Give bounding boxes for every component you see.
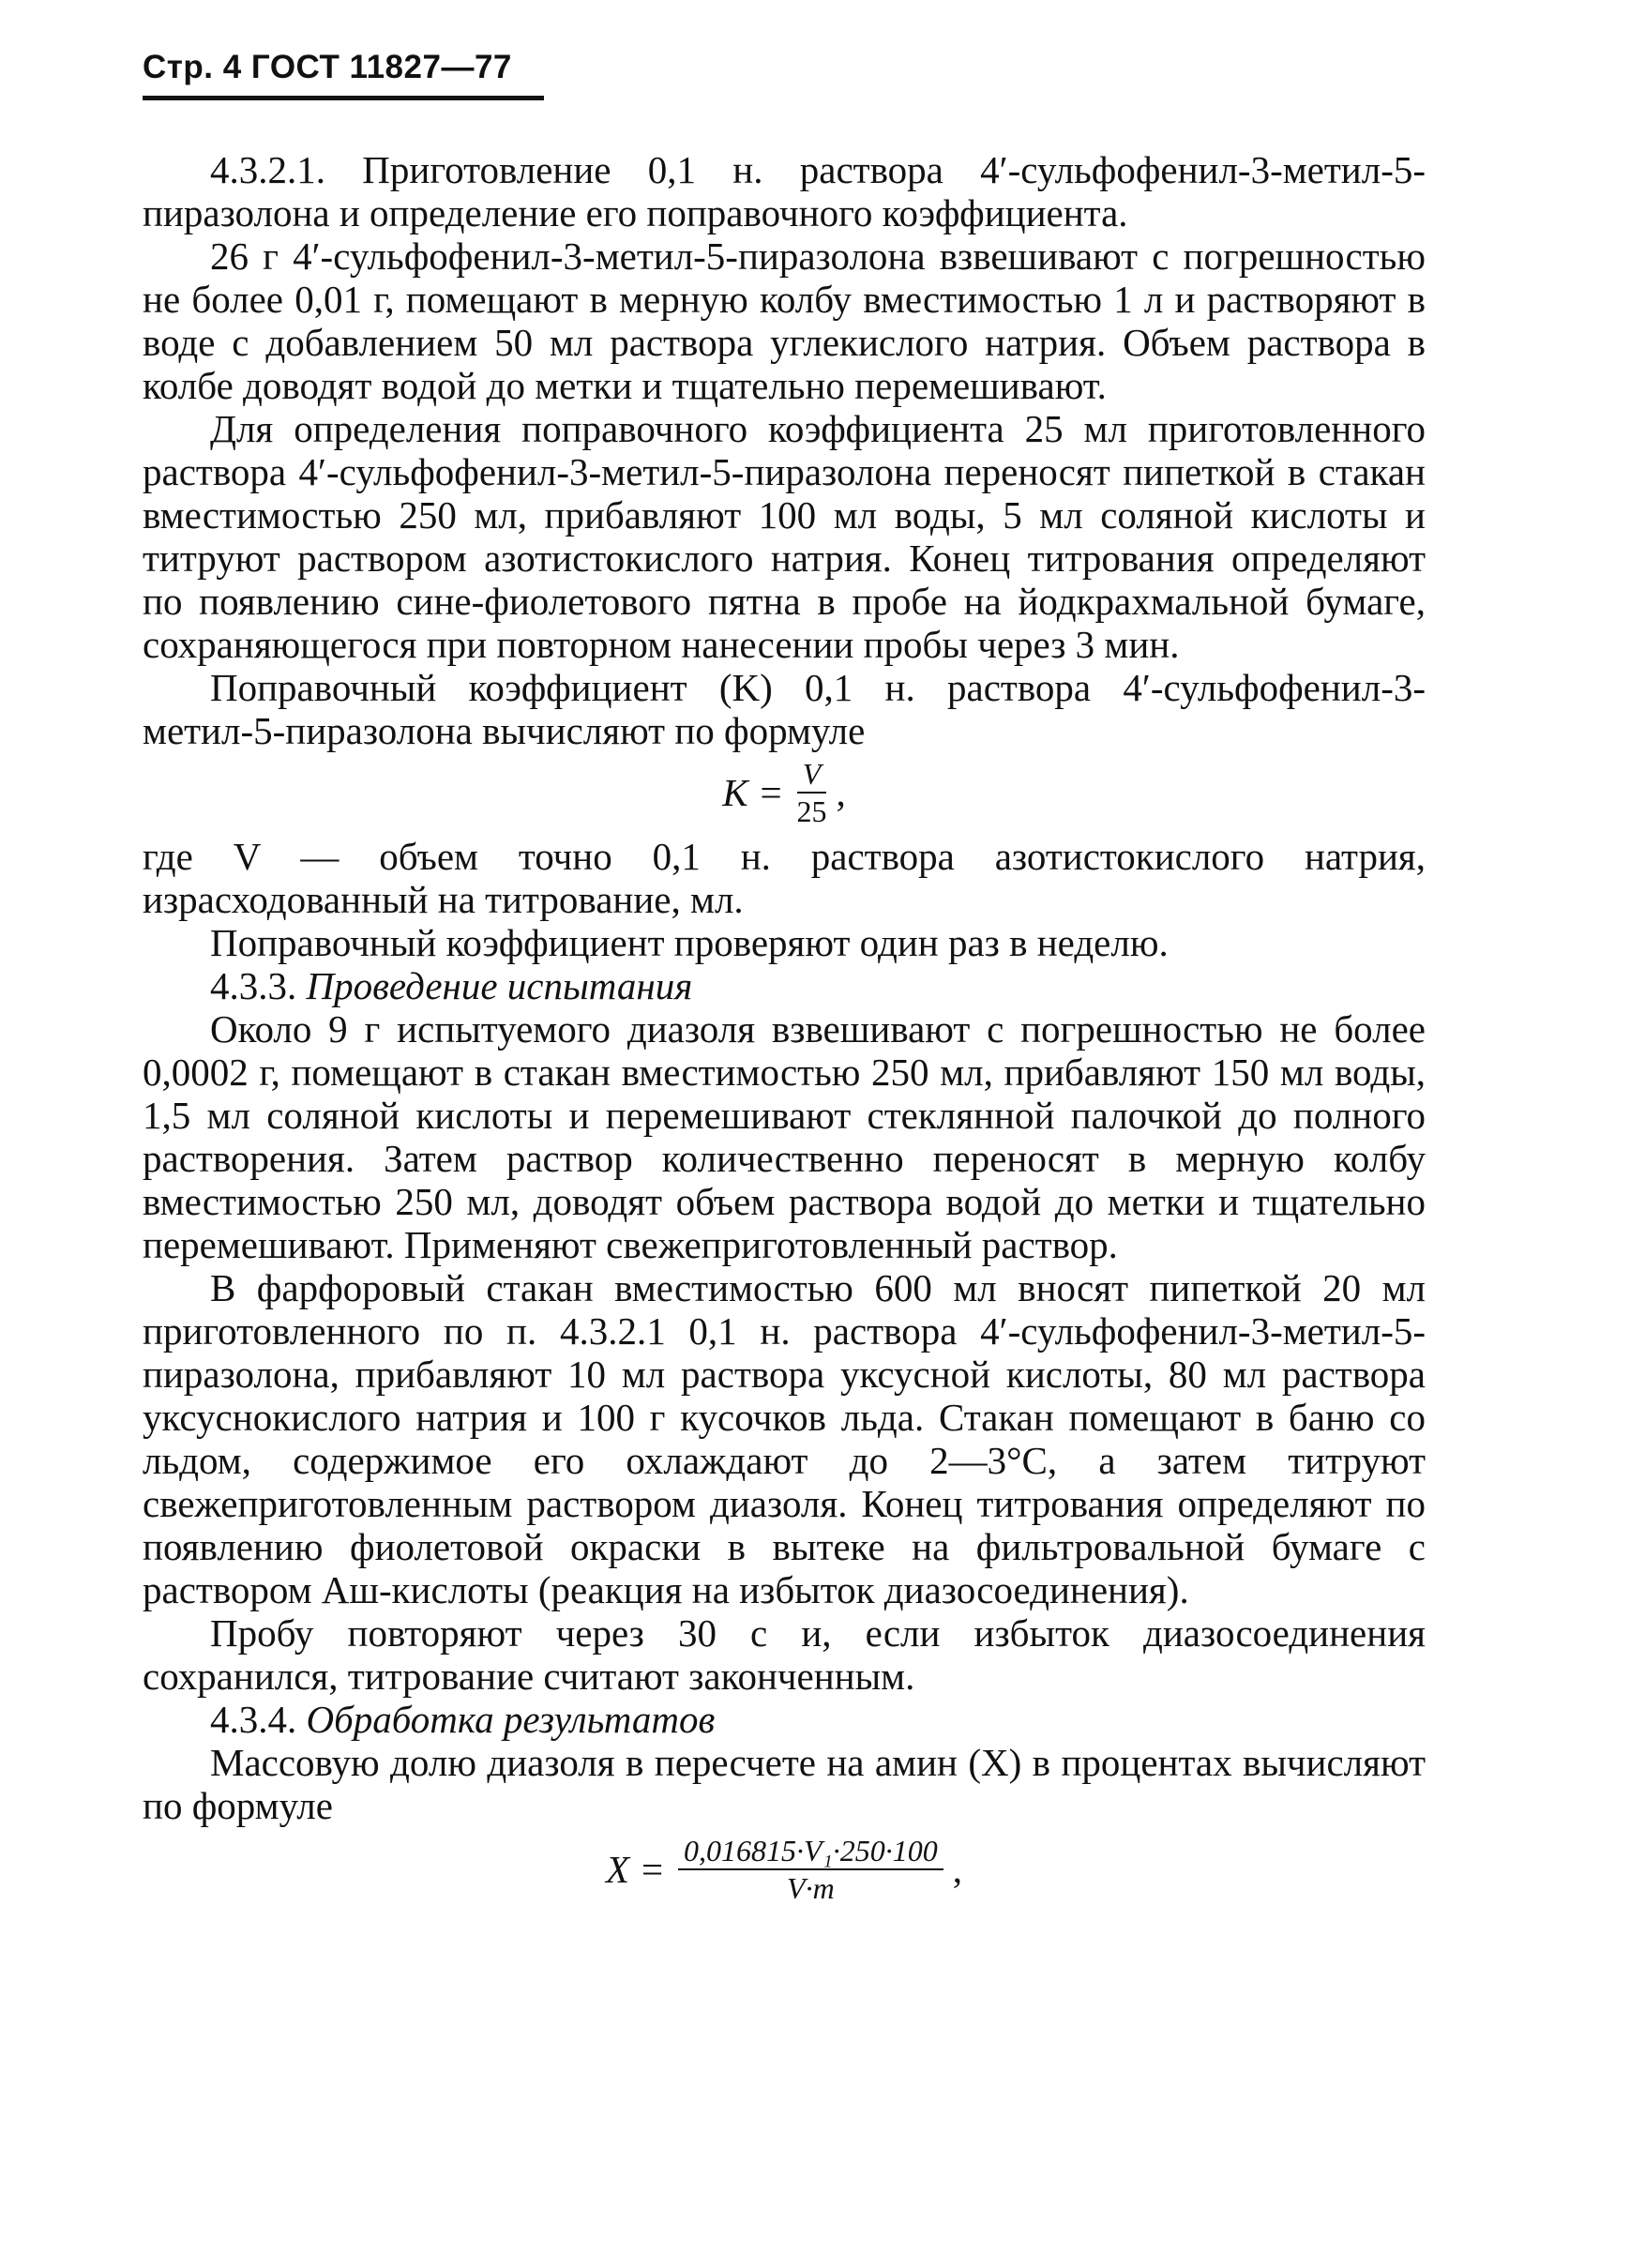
- formula-k-numerator: V: [797, 756, 827, 794]
- formula-x-tail: ,: [952, 1848, 962, 1891]
- formula-k-denominator: 25: [796, 794, 827, 828]
- section-434-heading: [143, 1698, 1426, 1741]
- paragraph-titration: В фарфоровый стакан вместимостью 600 мл вносят пипеткой 20 мл приготовленного по п. 4.3.2.1 0,1 н. раствора 4′-сульфофенил-3-метил-5-пиразолона, прибавляют 10 мл раствора уксусной кислоты, 80 мл раствора уксуснокислого натрия и 100 г кусочков льда. Стакан помещают в баню со льдом, содержимое его охлаждают до 2—3°С, а затем титруют свежеприготовленным раствором диазоля. Конец титрования определяют по появлению фиолетовой окраски в вытеке на фильтровальной бумаге с раствором Аш-кислоты (реакция на избыток диазосоединения).: [143, 1266, 1426, 1611]
- paragraph-4321-title: 4.3.2.1. Приготовление 0,1 н. раствора 4′-сульфофенил-3-метил-5-пиразолона и определение его поправочного коэффициента.: [143, 148, 1426, 234]
- formula-x-fraction: [678, 1833, 943, 1906]
- paragraph-preparation: 26 г 4′-сульфофенил-3-метил-5-пиразолона взвешивают с погрешностью не более 0,01 г, помещают в мерную колбу вместимостью 1 л и растворяют в воде с добавлением 50 мл раствора углекислого натрия. Объем раствора в колбе доводят водой до метки и тщательно перемешивают.: [143, 234, 1426, 407]
- section-434-title: Обработка результатов: [306, 1698, 716, 1741]
- paragraph-coefficient-intro: Поправочный коэффициент (K) 0,1 н. раствора 4′-сульфофенил-3-метил-5-пиразолона вычисляют по формуле: [143, 666, 1426, 752]
- formula-k-fraction: [797, 756, 827, 829]
- paragraph-sample-prep: Около 9 г испытуемого диазоля взвешивают с погрешностью не более 0,0002 г, помещают в стакан вместимостью 250 мл, прибавляют 150 мл воды, 1,5 мл соляной кислоты и перемешивают стеклянной палочкой до полного растворения. Затем раствор количественно переносят в мерную колбу вместимостью 250 мл, доводят объем раствора водой до метки и тщательно перемешивают. Применяют свежеприготовленный раствор.: [143, 1007, 1426, 1266]
- document-body: [143, 148, 1426, 1906]
- paragraph-repeat: Пробу повторяют через 30 с и, если избыток диазосоединения сохранился, титрование считают законченным.: [143, 1611, 1426, 1698]
- paragraph-mass-fraction: Массовую долю диазоля в пересчете на амин (X) в процентах вычисляют по формуле: [143, 1741, 1426, 1827]
- section-434-number: 4.3.4.: [210, 1698, 297, 1741]
- page-header: Стр. 4 ГОСТ 11827—77: [143, 49, 512, 85]
- formula-x: [143, 1833, 1426, 1906]
- section-433-title: Проведение испытания: [306, 964, 693, 1007]
- formula-k-tail: ,: [836, 771, 846, 814]
- formula-x-lhs: X =: [606, 1848, 666, 1891]
- formula-k-lhs: K =: [722, 771, 784, 814]
- section-433-heading: [143, 964, 1426, 1007]
- formula-x-denominator: V·m: [787, 1871, 835, 1905]
- paragraph-coefficient-method: Для определения поправочного коэффициента 25 мл приготовленного раствора 4′-сульфофенил-3-метил-5-пиразолона переносят пипеткой в стакан вместимостью 250 мл, прибавляют 100 мл воды, 5 мл соляной кислоты и титруют раствором азотистокислого натрия. Конец титрования определяют по появлению сине-фиолетового пятна в пробе на йодкрахмальной бумаге, сохраняющегося при повторном нанесении пробы через 3 мин.: [143, 407, 1426, 666]
- formula-x-numerator: 0,016815·V₁·250·100: [678, 1833, 943, 1870]
- header-rule: [143, 96, 544, 100]
- section-433-number: 4.3.3.: [210, 964, 297, 1007]
- paragraph-where-v: где V — объем точно 0,1 н. раствора азотистокислого натрия, израсходованный на титрование, мл.: [143, 835, 1426, 921]
- formula-k: [143, 756, 1426, 829]
- paragraph-weekly-check: Поправочный коэффициент проверяют один раз в неделю.: [210, 921, 1169, 964]
